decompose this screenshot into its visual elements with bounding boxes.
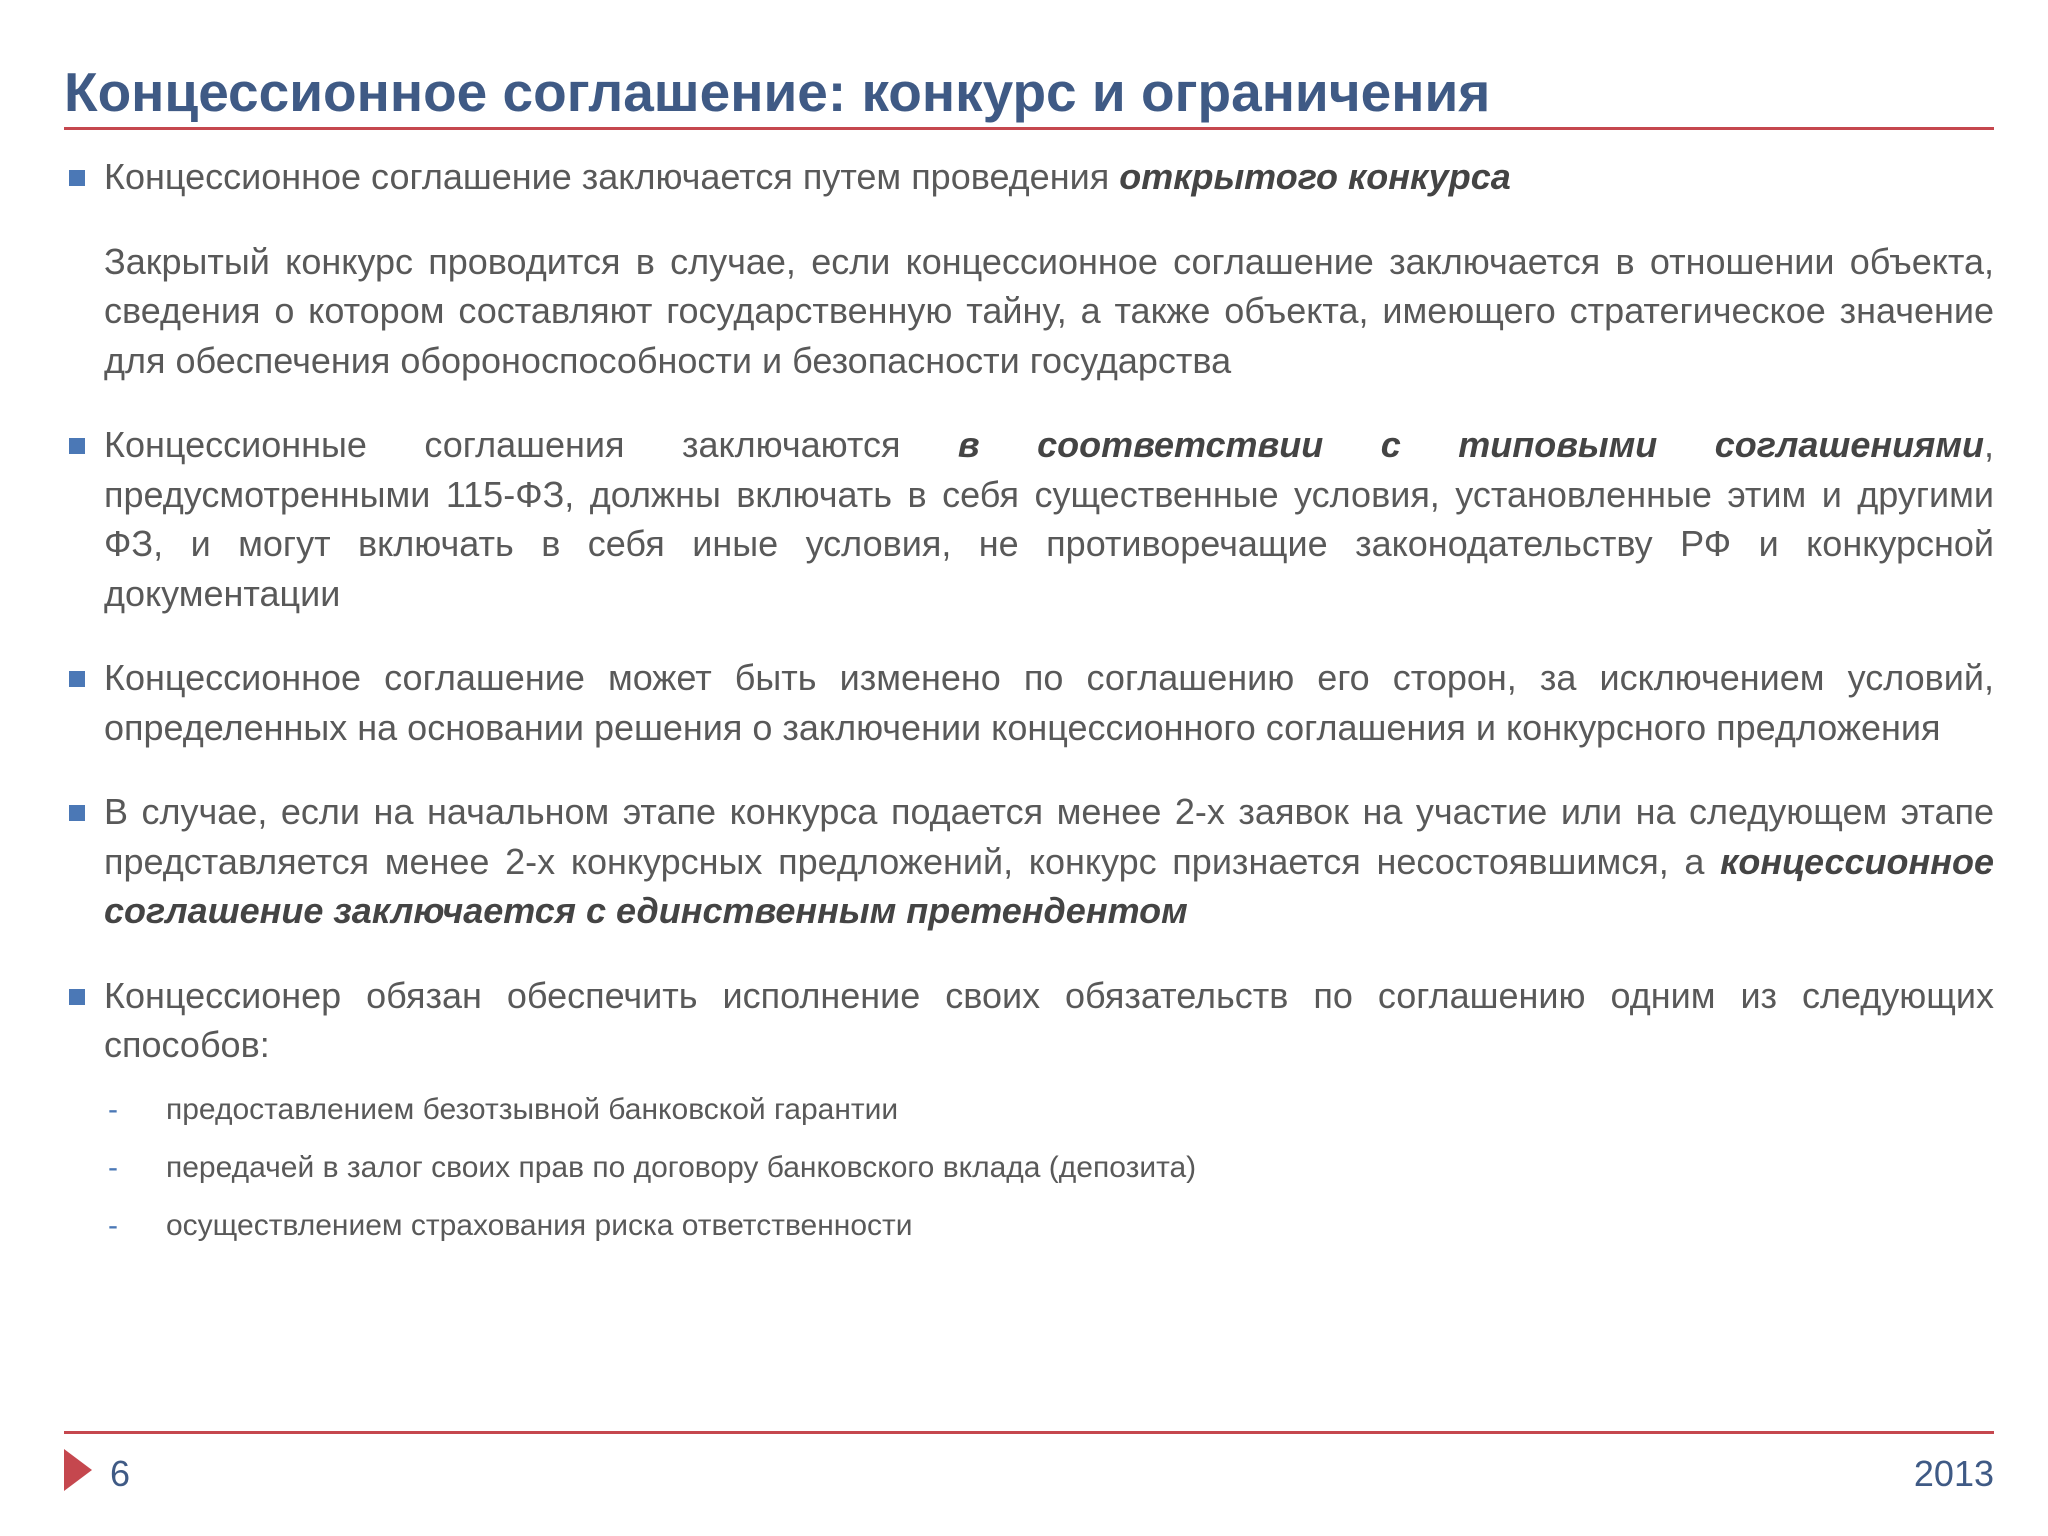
- square-bullet-icon: [69, 438, 85, 454]
- square-bullet-icon: [69, 170, 85, 186]
- dash-bullet-icon: -: [108, 1150, 118, 1184]
- bullet-item-5-text: Концессионер обязан обеспечить исполнение своих обязательств по соглашению одним из следующих способов:: [104, 974, 1994, 1065]
- bullet-item-2-text-end: , предусмотренными 115-ФЗ, должны включать в себя существенные условия, установленные этим и другими ФЗ, и могут включать в себя иные условия, не противоречащие законодательству РФ и конкурсной документации: [104, 424, 1994, 614]
- sub-list-item: [104, 1148, 1994, 1188]
- bullet-item-4-emphasis: концессионное соглашение заключается с единственным претендентом: [104, 840, 1994, 931]
- sub-list-item-text: предоставлением безотзывной банковской гарантии: [166, 1092, 899, 1126]
- bullet-item-2: [64, 420, 1994, 618]
- dash-bullet-icon: -: [108, 1092, 118, 1126]
- footer-divider: [64, 1431, 1994, 1434]
- bullet-item-1-text: Концессионное соглашение заключается путем проведения: [104, 156, 1120, 197]
- sub-list: [64, 1090, 1994, 1246]
- page-number: 6: [110, 1453, 131, 1494]
- closed-tender-paragraph: Закрытый конкурс проводится в случае, если концессионное соглашение заключается в отношении объекта, сведения о котором составляют государственную тайну, а также объекта, имеющего стратегическое значение для обеспечения обороноспособности и безопасности государства: [104, 240, 1994, 381]
- bullet-item-4: [64, 787, 1994, 936]
- bullet-item-3: [64, 653, 1994, 752]
- slide-content: [64, 152, 1994, 1264]
- sub-list-item-text: передачей в залог своих прав по договору банковского вклада (депозита): [166, 1150, 1197, 1184]
- sub-list-item-text: осуществлением страхования риска ответственности: [166, 1208, 913, 1242]
- square-bullet-icon: [69, 671, 85, 687]
- bullet-item-5: [64, 971, 1994, 1070]
- bullet-item-2-emphasis: в соответствии с типовыми соглашениями: [957, 424, 1984, 465]
- slide-title: Концессионное соглашение: конкурс и ограничения: [64, 61, 1491, 123]
- sub-list-item: [104, 1090, 1994, 1130]
- bullet-item-4-text: В случае, если на начальном этапе конкурса подается менее 2-х заявок на участие или на следующем этапе представляется менее 2-х конкурсных предложений, конкурс признается несостоявшимся, а: [104, 791, 1994, 882]
- bullet-item-3-text: Концессионное соглашение может быть изменено по соглашению его сторон, за исключением условий, определенных на основании решения о заключении концессионного соглашения и конкурсного предложения: [104, 657, 1994, 748]
- bullet-item-1-continuation: [64, 237, 1994, 386]
- footer-year: 2013: [1913, 1453, 1994, 1494]
- dash-bullet-icon: -: [108, 1208, 118, 1242]
- square-bullet-icon: [69, 805, 85, 821]
- sub-list-item: [104, 1206, 1994, 1246]
- title-divider: [64, 127, 1994, 130]
- triangle-arrow-icon: [64, 1449, 92, 1491]
- bullet-item-1: [64, 152, 1994, 202]
- bullet-item-2-text: Концессионные соглашения заключаются: [104, 424, 958, 465]
- bullet-item-1-emphasis: открытого конкурса: [1119, 156, 1511, 197]
- square-bullet-icon: [69, 989, 85, 1005]
